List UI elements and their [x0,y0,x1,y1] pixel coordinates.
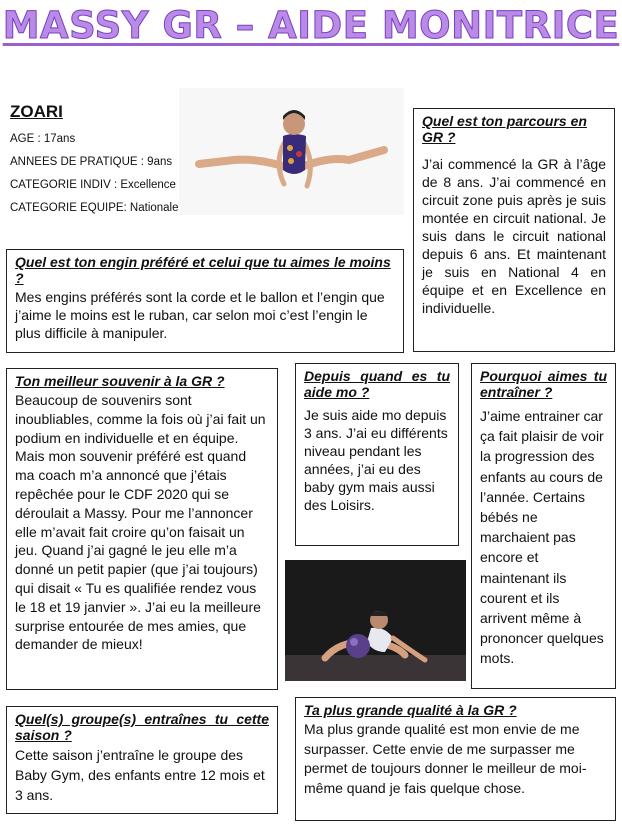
years-row: ANNEES DE PRATIQUE : 9ans [10,156,173,168]
profile-info [10,102,180,224]
age-row: AGE : 17ans [10,133,76,145]
question-pourquoi: Pourquoi aimes tu entraîner ? [480,368,607,400]
jump-photo [179,88,404,215]
question-depuis: Depuis quand es tu aide mo ? [304,368,450,400]
indiv-category-row: CATEGORIE INDIV : Excellence [10,179,176,191]
answer-groupes: Cette saison j’entraîne le groupe des Baby Gym, des enfants entre 12 mois et 3 ans. [15,747,265,803]
answer-pourquoi: J’aime entrainer car ça fait plaisir de voir la progression des enfants au cours de l’année. Certains bébés ne marchaient pas encore et maintenant ils courent et ils arrivent même à prononcer quelques mots. [480,408,604,667]
question-parcours: Quel est ton parcours en GR ? [422,113,587,145]
answer-souvenir: Beaucoup de souvenirs sont inoubliables, comme la fois où j’ai fait un podium en individuelle et en équipe. Mais mon souvenir préféré est quand ma coach m’a annoncé que j’étais repêchée pour le CDF 2020 qui se déroulait a Massy. Pour me l’annoncer elle m’avait fait croire qu’on faisait un jeu. Quand j’ai gagné le jeu elle m’a donné un petit papier (que j’ai toujours) qui disait « Tu es qualifiée rendez vous le 18 et 19 janvier ». J’ai eu la meilleure surprise entourée de mes amies, que demander de mieux! [15,392,266,653]
team-category-row: CATEGORIE EQUIPE: Nationale [10,202,179,214]
answer-qualite: Ma plus grande qualité est mon envie de me surpasser. Cette envie de me surpasser me permet de toujours donner le meilleur de moi-même quand je fais quelque chose. [304,721,587,796]
box-qualite [295,697,616,821]
box-parcours [413,108,615,352]
question-souvenir: Ton meilleur souvenir à la GR ? [15,373,225,389]
ball-photo [285,560,466,681]
answer-depuis: Je suis aide mo depuis 3 ans. J’ai eu différents niveau pendant les années, j’ai eu des baby gym mais aussi des Loisirs. [304,407,448,513]
box-groupes [6,706,278,814]
answer-engin: Mes engins préférés sont la corde et le ballon et l’engin que j’aime le moins est le ruban, car selon moi c’est l’engin le plus difficile à manipuler. [15,289,385,341]
question-qualite: Ta plus grande qualité à la GR ? [304,702,517,718]
box-souvenir [6,368,278,690]
box-engin [6,249,404,353]
box-pourquoi [471,363,616,689]
question-engin: Quel est ton engin préféré et celui que tu aimes le moins ? [15,254,391,286]
question-groupes: Quel(s) groupe(s) entraînes tu cette saison ? [15,711,269,743]
box-depuis [295,363,459,546]
page-title: MASSY GR – AIDE MONITRICE [2,4,620,47]
answer-parcours: J’ai commencé la GR à l’âge de 8 ans. J’ai commencé en circuit zone puis après je suis montée en circuit national. Je suis dans le circuit national depuis 6 ans. Et maintenant je suis en National 4 en équipe et en Excellence en individuelle. [422,156,606,316]
athlete-name: ZOARI [10,102,63,121]
